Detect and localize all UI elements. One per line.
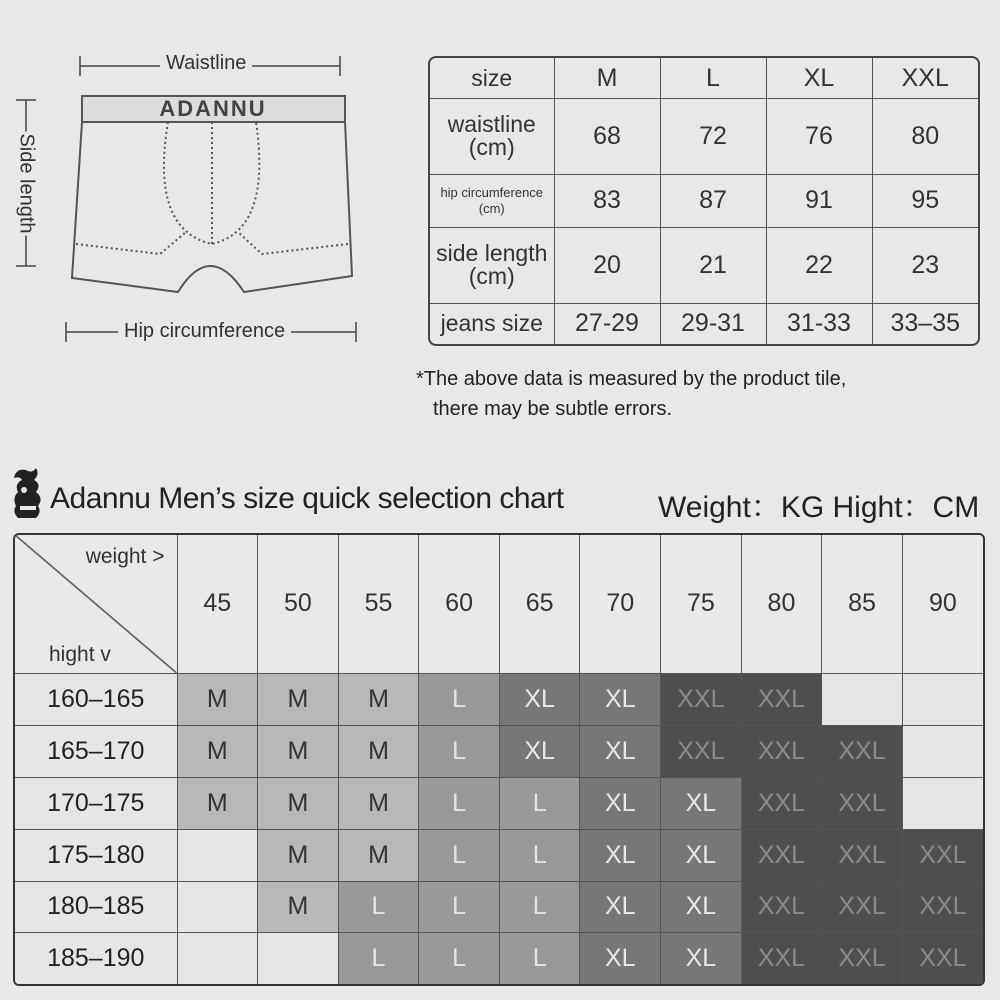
- waistline-row-label: waistline (cm): [430, 99, 554, 174]
- size-cell: M: [177, 673, 258, 725]
- jeans-size-row: [430, 303, 978, 344]
- table-cell: 95: [872, 174, 978, 228]
- weight-header-cell: 70: [580, 535, 661, 673]
- table-cell: 23: [872, 228, 978, 303]
- size-cell: XL: [661, 881, 742, 933]
- size-cell: M: [258, 829, 339, 881]
- empty-size-cell: [902, 777, 983, 829]
- size-cell: XXL: [661, 725, 742, 777]
- table-cell: 87: [660, 174, 766, 228]
- weight-header-cell: 85: [822, 535, 903, 673]
- table-cell: 20: [554, 228, 660, 303]
- weight-header-cell: 65: [499, 535, 580, 673]
- height-range-cell: 185–190: [15, 933, 177, 984]
- table-cell: 31-33: [766, 303, 872, 344]
- size-cell: XL: [580, 725, 661, 777]
- size-cell: XL: [661, 777, 742, 829]
- size-cell: L: [338, 933, 419, 984]
- size-cell: L: [419, 673, 500, 725]
- size-cell: XXL: [902, 933, 983, 984]
- size-header: size: [430, 58, 554, 99]
- weight-header-row: [15, 535, 983, 673]
- size-cell: XXL: [741, 933, 822, 984]
- table-cell: 68: [554, 99, 660, 174]
- size-cell: M: [258, 725, 339, 777]
- size-cell: L: [419, 881, 500, 933]
- size-cell: XL: [499, 673, 580, 725]
- units-label: Weight：KG Hight：CM: [658, 491, 980, 524]
- weight-header-cell: 55: [338, 535, 419, 673]
- size-col-m: M: [554, 58, 660, 99]
- height-range-cell: 165–170: [15, 725, 177, 777]
- quick-chart-title: Adannu Men’s size quick selection chart: [50, 482, 564, 515]
- size-cell: XXL: [822, 777, 903, 829]
- size-quick-selection-chart: [13, 533, 985, 986]
- size-cell: XL: [661, 933, 742, 984]
- size-cell: L: [419, 829, 500, 881]
- size-cell: XL: [580, 933, 661, 984]
- hip-row: [430, 174, 978, 228]
- table-cell: 22: [766, 228, 872, 303]
- weight-header-cell: 80: [741, 535, 822, 673]
- empty-size-cell: [822, 673, 903, 725]
- waistline-row: [430, 99, 978, 174]
- size-cell: M: [338, 673, 419, 725]
- table-row: [15, 829, 983, 881]
- empty-size-cell: [177, 881, 258, 933]
- empty-size-cell: [177, 829, 258, 881]
- size-cell: M: [338, 829, 419, 881]
- size-cell: XXL: [661, 673, 742, 725]
- size-cell: XL: [661, 829, 742, 881]
- height-range-cell: 160–165: [15, 673, 177, 725]
- table-row: [15, 933, 983, 984]
- waistline-label: Waistline: [160, 52, 252, 75]
- size-cell: XXL: [741, 725, 822, 777]
- table-row: [15, 777, 983, 829]
- size-col-l: L: [660, 58, 766, 99]
- note-line-1: *The above data is measured by the product tile,: [416, 368, 847, 390]
- table-cell: 21: [660, 228, 766, 303]
- weight-header-cell: 50: [258, 535, 339, 673]
- weight-axis-label: weight >: [85, 545, 165, 568]
- size-cell: L: [499, 881, 580, 933]
- table-cell: 80: [872, 99, 978, 174]
- table-row: [15, 673, 983, 725]
- height-range-cell: 175–180: [15, 829, 177, 881]
- size-cell: L: [499, 829, 580, 881]
- size-cell: XXL: [902, 881, 983, 933]
- size-cell: L: [419, 725, 500, 777]
- measurement-diagram: [0, 0, 420, 360]
- size-cell: L: [419, 777, 500, 829]
- hip-row-label: hip circumference (cm): [430, 174, 554, 228]
- size-col-xl: XL: [766, 58, 872, 99]
- note-line-2: there may be subtle errors.: [433, 398, 672, 420]
- table-row: [15, 881, 983, 933]
- size-col-xxl: XXL: [872, 58, 978, 99]
- jeans-size-row-label: jeans size: [430, 303, 554, 344]
- table-row: [15, 725, 983, 777]
- size-cell: L: [499, 933, 580, 984]
- size-cell: XXL: [741, 673, 822, 725]
- size-cell: XL: [580, 777, 661, 829]
- empty-size-cell: [902, 673, 983, 725]
- height-axis-label: hight v: [49, 642, 111, 666]
- size-cell: L: [499, 777, 580, 829]
- size-cell: M: [258, 673, 339, 725]
- measurement-note: [416, 364, 846, 424]
- size-table-header-row: [430, 58, 978, 99]
- corner-header: [15, 535, 177, 673]
- side-length-row-label: side length (cm): [430, 228, 554, 303]
- size-cell: XXL: [741, 881, 822, 933]
- size-cell: L: [419, 933, 500, 984]
- size-table: [428, 56, 980, 346]
- size-cell: XXL: [822, 725, 903, 777]
- table-cell: 27-29: [554, 303, 660, 344]
- size-cell: XL: [580, 829, 661, 881]
- table-cell: 29-31: [660, 303, 766, 344]
- size-cell: XL: [499, 725, 580, 777]
- size-cell: XXL: [741, 829, 822, 881]
- empty-size-cell: [177, 933, 258, 984]
- size-cell: M: [258, 777, 339, 829]
- table-cell: 76: [766, 99, 872, 174]
- mascot-logo-icon: [8, 466, 48, 522]
- size-cell: XXL: [902, 829, 983, 881]
- height-range-cell: 170–175: [15, 777, 177, 829]
- side-length-row: [430, 228, 978, 303]
- weight-header-cell: 75: [661, 535, 742, 673]
- table-cell: 33–35: [872, 303, 978, 344]
- side-length-label: Side length: [15, 133, 38, 234]
- size-cell: M: [338, 725, 419, 777]
- empty-size-cell: [258, 933, 339, 984]
- size-cell: XL: [580, 673, 661, 725]
- height-range-cell: 180–185: [15, 881, 177, 933]
- hip-circumference-label: Hip circumference: [118, 320, 291, 343]
- weight-header-cell: 45: [177, 535, 258, 673]
- size-cell: XL: [580, 881, 661, 933]
- brand-logo: ADANNU: [159, 96, 267, 121]
- table-cell: 91: [766, 174, 872, 228]
- size-cell: M: [258, 881, 339, 933]
- size-cell: M: [338, 777, 419, 829]
- size-cell: XXL: [822, 881, 903, 933]
- size-cell: M: [177, 777, 258, 829]
- size-cell: XXL: [741, 777, 822, 829]
- weight-header-cell: 60: [419, 535, 500, 673]
- size-cell: L: [338, 881, 419, 933]
- empty-size-cell: [902, 725, 983, 777]
- weight-header-cell: 90: [902, 535, 983, 673]
- table-cell: 72: [660, 99, 766, 174]
- size-cell: XXL: [822, 829, 903, 881]
- size-cell: XXL: [822, 933, 903, 984]
- size-cell: M: [177, 725, 258, 777]
- table-cell: 83: [554, 174, 660, 228]
